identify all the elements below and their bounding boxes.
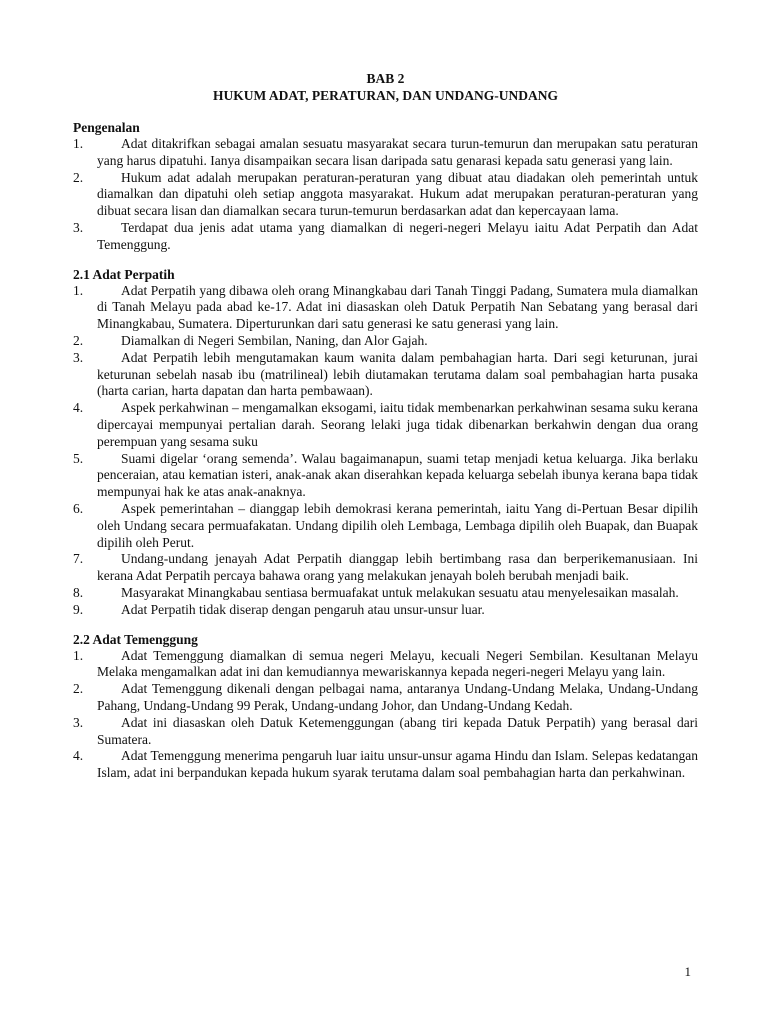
list-item-number: 2. — [73, 332, 84, 348]
list-item-number: 2. — [73, 681, 84, 697]
list-item-text: Adat ditakrifkan sebagai amalan sesuatu masyarakat secara turun-temurun dan merupakan satu peraturan yang harus dipatuhi. Ianya disampaikan secara lisan daripada satu genarasi kepada satu generasi yang lain. — [97, 136, 698, 168]
list-item — [73, 748, 698, 782]
list-item-text: Adat ini diasaskan oleh Datuk Ketemenggungan (abang tiri kepada Datuk Perpatih) yang berasal dari Sumatera. — [97, 714, 698, 747]
section-heading: 2.1 Adat Perpatih — [73, 266, 175, 282]
numbered-list — [73, 283, 698, 619]
list-item — [73, 283, 698, 333]
numbered-list — [73, 648, 698, 782]
list-item — [73, 451, 698, 501]
list-item-number: 9. — [73, 601, 84, 617]
list-item-number: 3. — [73, 714, 84, 730]
list-item — [73, 220, 698, 254]
list-item-text: Aspek perkahwinan – mengamalkan eksogami, iaitu tidak membenarkan perkahwinan sesama suku kerana dipercayai mempunyai pertalian darah. Seorang lelaki juga tidak dibenarkan berkahwin dengan dua orang perempuan yang sesama suku — [97, 400, 698, 449]
list-item — [73, 602, 698, 619]
list-item-text: Masyarakat Minangkabau sentiasa bermuafakat untuk melakukan sesuatu atau menyelesaikan masalah. — [121, 584, 679, 600]
section-heading: Pengenalan — [73, 120, 140, 135]
list-item-number: 1. — [73, 282, 84, 298]
list-item-text: Adat Temenggung menerima pengaruh luar iaitu unsur-unsur agama Hindu dan Islam. Selepas kedatangan Islam, adat ini berpandukan kepada hukum syarak terutama dalam soal pembahagian harta dan perkahwinan. — [97, 748, 698, 781]
list-item-text: Hukum adat adalah merupakan peraturan-peraturan yang dibuat atau diadakan oleh pemerintah untuk diamalkan dan dipatuhi oleh setiap anggota masyarakat. Hukum adat merupakan peraturan-peraturan yang dibuat secara lisan dan diamalkan secara turun-temurun berdasarkan adat dan kepercayaan lama. — [97, 169, 698, 219]
list-item — [73, 681, 698, 715]
list-item-number: 2. — [73, 169, 84, 185]
document-body — [73, 119, 698, 782]
list-item-text: Terdapat dua jenis adat utama yang diamalkan di negeri-negeri Melayu iaitu Adat Perpatih dan Adat Temenggung. — [97, 219, 698, 252]
list-item-number: 6. — [73, 500, 84, 516]
list-item-number: 4. — [73, 748, 84, 764]
list-item — [73, 350, 698, 400]
list-item-number: 3. — [73, 349, 84, 365]
list-item-number: 1. — [73, 647, 84, 663]
list-item — [73, 136, 698, 170]
list-item — [73, 551, 698, 585]
page-number: 1 — [684, 964, 691, 979]
chapter-title: HUKUM ADAT, PERATURAN, DAN UNDANG-UNDANG — [213, 88, 558, 103]
list-item-text: Adat Perpatih yang dibawa oleh orang Minangkabau dari Tanah Tinggi Padang, Sumatera mula diamalkan di Tanah Melayu pada abad ke-17. Adat ini diasaskan oleh Datuk Perpatih Nan Sebatang yang berasal dari Minangkabau, Sumatera. Diperturunkan dari satu generasi ke satu generasi yang lain. — [97, 282, 698, 332]
numbered-list — [73, 136, 698, 254]
list-item — [73, 400, 698, 450]
list-item-text: Undang-undang jenayah Adat Perpatih dianggap lebih bertimbang rasa dan berperikemanusiaan. Ini kerana Adat Perpatih percaya bahawa orang yang melakukan jenayah boleh berubah menjadi baik. — [97, 551, 698, 584]
list-item-text: Diamalkan di Negeri Sembilan, Naning, dan Alor Gajah. — [121, 332, 428, 348]
list-item-number: 1. — [73, 136, 84, 151]
list-item-number: 7. — [73, 551, 84, 567]
list-item-number: 5. — [73, 450, 84, 466]
list-item — [73, 170, 698, 220]
list-item — [73, 501, 698, 551]
list-item-text: Adat Temenggung dikenali dengan pelbagai nama, antaranya Undang-Undang Melaka, Undang-Undang Pahang, Undang-Undang 99 Perak, Undang-undang Johor, dan Undang-Undang Kedah. — [97, 681, 698, 713]
list-item-number: 4. — [73, 400, 84, 416]
list-item — [73, 333, 698, 350]
list-item-number: 8. — [73, 584, 84, 600]
list-item-text: Adat Temenggung diamalkan di semua negeri Melayu, kecuali Negeri Sembilan. Kesultanan Melayu Melaka mengamalkan adat ini dan kemudiannya mewariskannya kepada negeri-negeri Melayu yang lain. — [97, 647, 698, 680]
chapter-label: BAB 2 — [366, 71, 405, 86]
list-item-text: Suami digelar ‘orang semenda’. Walau bagaimanapun, suami tetap menjadi ketua keluarga. Jika berlaku penceraian, atau kematian isteri, anak-anak akan diserahkan kepada keluarga sebelah ibunya kerana bapa tidak mempunyai hak ke atas anak-anaknya. — [97, 450, 698, 500]
list-item — [73, 715, 698, 749]
list-item — [73, 648, 698, 682]
list-item-text: Aspek pemerintahan – dianggap lebih demokrasi kerana pemerintah, iaitu Yang di-Pertuan Besar dipilih oleh Undang secara permuafakatan. Undang dipilih oleh Lembaga, Lembaga dipilih oleh Buapak, dan Buapak dipilih oleh Perut. — [97, 500, 698, 550]
list-item-number: 3. — [73, 219, 84, 235]
list-item-text: Adat Perpatih lebih mengutamakan kaum wanita dalam pembahagian harta. Dari segi keturunan, jurai keturunan sebelah nasab ibu (matrilineal) lebih diutamakan terutama dalam soal pembahagian harta pusaka (harta carian, harta dapatan dan harta pembawaan). — [97, 349, 698, 399]
section-heading: 2.2 Adat Temenggung — [73, 631, 198, 647]
list-item-text: Adat Perpatih tidak diserap dengan pengaruh atau unsur-unsur luar. — [121, 601, 485, 617]
list-item — [73, 585, 698, 602]
document-title-block — [73, 70, 698, 104]
